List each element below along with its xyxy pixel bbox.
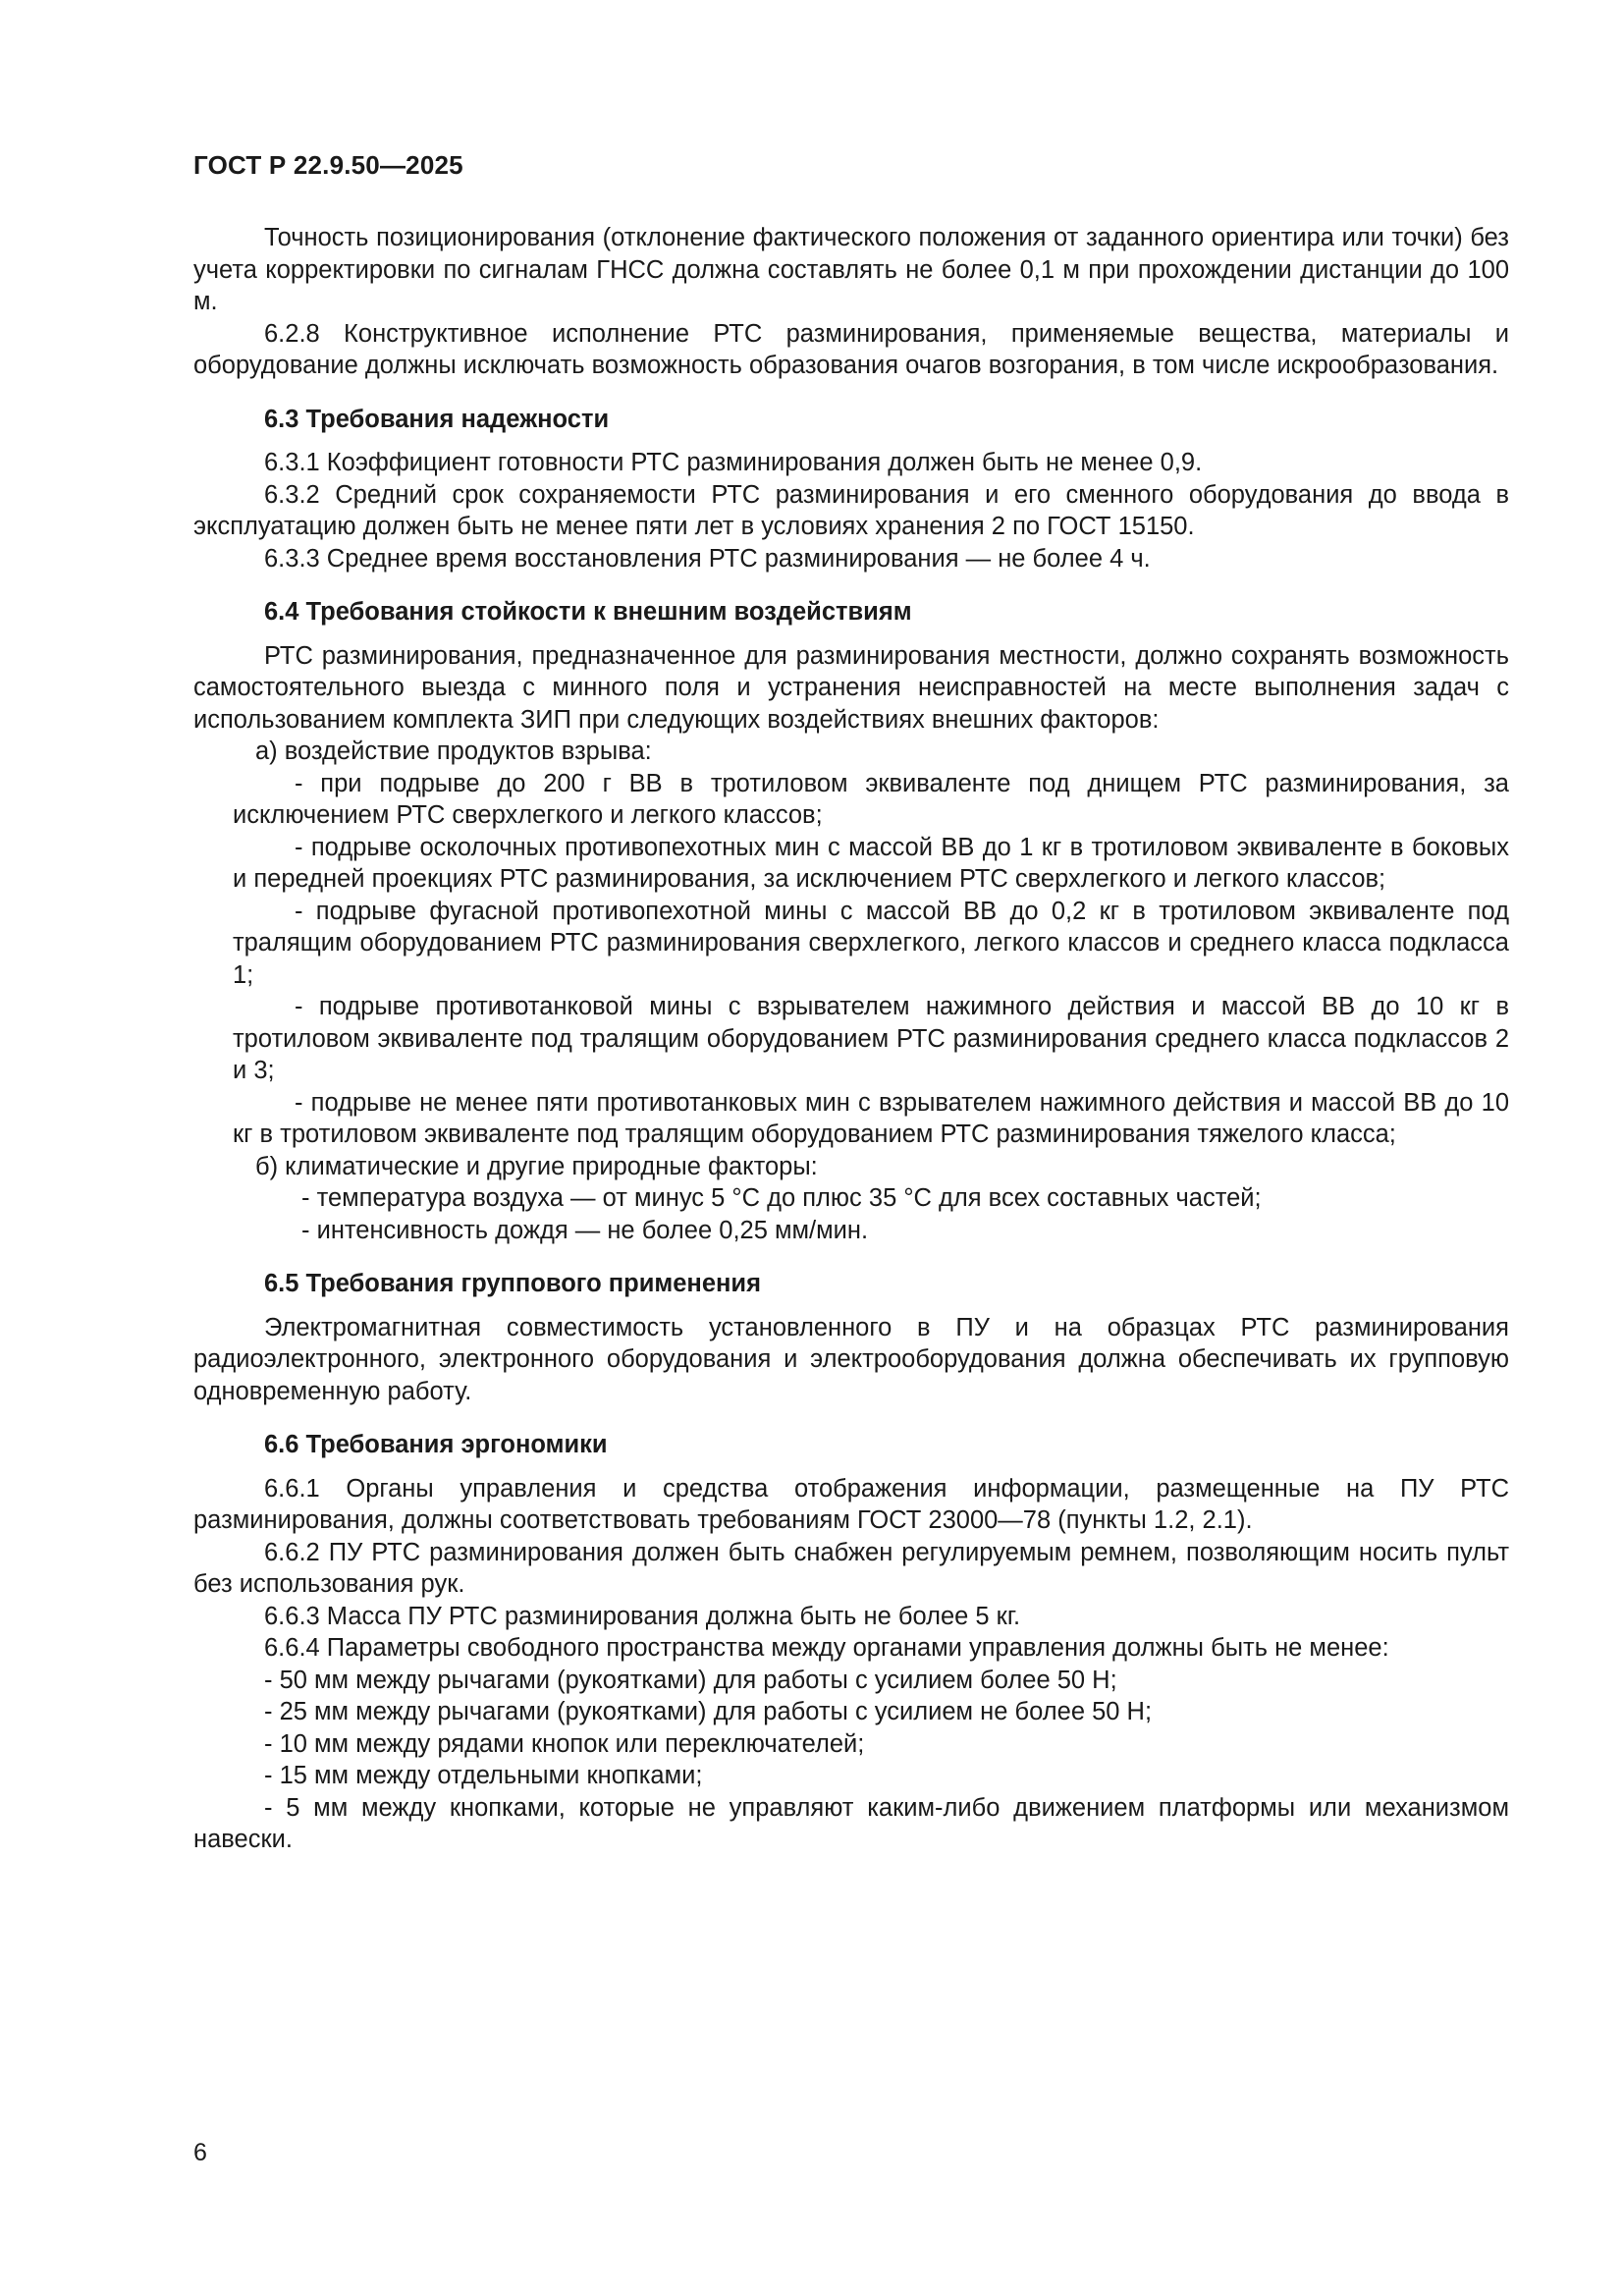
section-heading-6-6: 6.6 Требования эргономики (264, 1431, 608, 1458)
clause-6-6-3: 6.6.3 Масса ПУ РТС разминирования должна быть не более 5 кг. (264, 1602, 1021, 1630)
section-heading-6-3: 6.3 Требования надежности (264, 405, 610, 433)
list-subitem: - подрыве противотанковой мины с взрывателем нажимного действия и массой ВВ до 10 кг в тротиловом эквиваленте под тралящим оборудованием РТС разминирования среднего класса подклассов 2 и 3; (233, 993, 1509, 1084)
list-subitem: - подрыве не менее пяти противотанковых мин с взрывателем нажимного действия и массой ВВ до 10 кг в тротиловом эквиваленте под тралящим оборудованием РТС разминирования тяжелого класса; (233, 1088, 1509, 1148)
list-item: - 10 мм между рядами кнопок или переключателей; (264, 1729, 865, 1758)
list-item: - 15 мм между отдельными кнопками; (264, 1762, 703, 1789)
clause-6-6-2: 6.6.2 ПУ РТС разминирования должен быть снабжен регулируемым ремнем, позволяющим носить пульт без использования рук. (193, 1538, 1509, 1598)
list-item-b: б) климатические и другие природные факторы: (255, 1152, 818, 1180)
list-subitem: - подрыве фугасной противопехотной мины с массой ВВ до 0,2 кг в тротиловом эквиваленте под тралящим оборудованием РТС разминирования сверхлегкого, легкого классов и среднего класса подкласса 1; (233, 897, 1509, 989)
list-item: - 25 мм между рычагами (рукоятками) для работы с усилием не более 50 Н; (264, 1698, 1153, 1725)
list-item: - 50 мм между рычагами (рукоятками) для работы с усилием более 50 Н; (264, 1666, 1117, 1694)
section-heading-6-5: 6.5 Требования группового применения (264, 1270, 761, 1297)
list-subitem: - интенсивность дождя — не более 0,25 мм/мин. (301, 1216, 869, 1244)
document-code-header: ГОСТ Р 22.9.50—2025 (193, 150, 463, 180)
list-subitem: - температура воздуха — от минус 5 °С до плюс 35 °С для всех составных частей; (301, 1184, 1262, 1212)
section-6-5-text: Электромагнитная совместимость установленного в ПУ и на образцах РТС разминирования радиоэлектронного, электронного оборудования и электрооборудования должна обеспечивать их групповую одновременную работу. (193, 1313, 1509, 1405)
clause-6-6-1: 6.6.1 Органы управления и средства отображения информации, размещенные на ПУ РТС разминирования, должны соответствовать требованиям ГОСТ 23000—78 (пункты 1.2, 2.1). (193, 1474, 1509, 1534)
clause-6-3-2: 6.3.2 Средний срок сохраняемости РТС разминирования и его сменного оборудования до ввода в эксплуатацию должен быть не менее пяти лет в условиях хранения 2 по ГОСТ 15150. (193, 480, 1509, 540)
list-subitem: - при подрыве до 200 г ВВ в тротиловом эквиваленте под днищем РТС разминирования, за исключением РТС сверхлегкого и легкого классов; (233, 769, 1509, 829)
section-6-4-intro: РТС разминирования, предназначенное для разминирования местности, должно сохранять возможность самостоятельного выезда с минного поля и устранения неисправностей на месте выполнения задач с использованием комплекта ЗИП при следующих воздействиях внешних факторов: (193, 641, 1509, 734)
clause-6-6-4: 6.6.4 Параметры свободного пространства между органами управления должны быть не менее: (264, 1634, 1389, 1662)
list-subitem: - подрыве осколочных противопехотных мин с массой ВВ до 1 кг в тротиловом эквиваленте в боковых и передней проекциях РТС разминирования, за исключением РТС сверхлегкого и легкого классов; (233, 833, 1509, 893)
section-heading-6-4: 6.4 Требования стойкости к внешним воздействиям (264, 598, 912, 626)
page-number: 6 (193, 2139, 207, 2166)
clause-6-3-1: 6.3.1 Коэффициент готовности РТС разминирования должен быть не менее 0,9. (264, 449, 1203, 476)
page-content (193, 222, 1509, 1856)
clause-6-3-3: 6.3.3 Среднее время восстановления РТС разминирования — не более 4 ч. (264, 544, 1151, 573)
clause-6-2-8: 6.2.8 Конструктивное исполнение РТС разминирования, применяемые вещества, материалы и оборудование должны исключать возможность образования очагов возгорания, в том числе искрообразования. (193, 319, 1509, 379)
list-item: - 5 мм между кнопками, которые не управляют каким-либо движением платформы или механизмом навески. (193, 1793, 1509, 1853)
list-item-a: а) воздействие продуктов взрыва: (255, 738, 652, 765)
paragraph: Точность позиционирования (отклонение фактического положения от заданного ориентира или точки) без учета корректировки по сигналам ГНСС должна составлять не более 0,1 м при прохождении дистанции до 100 м. (193, 224, 1509, 315)
